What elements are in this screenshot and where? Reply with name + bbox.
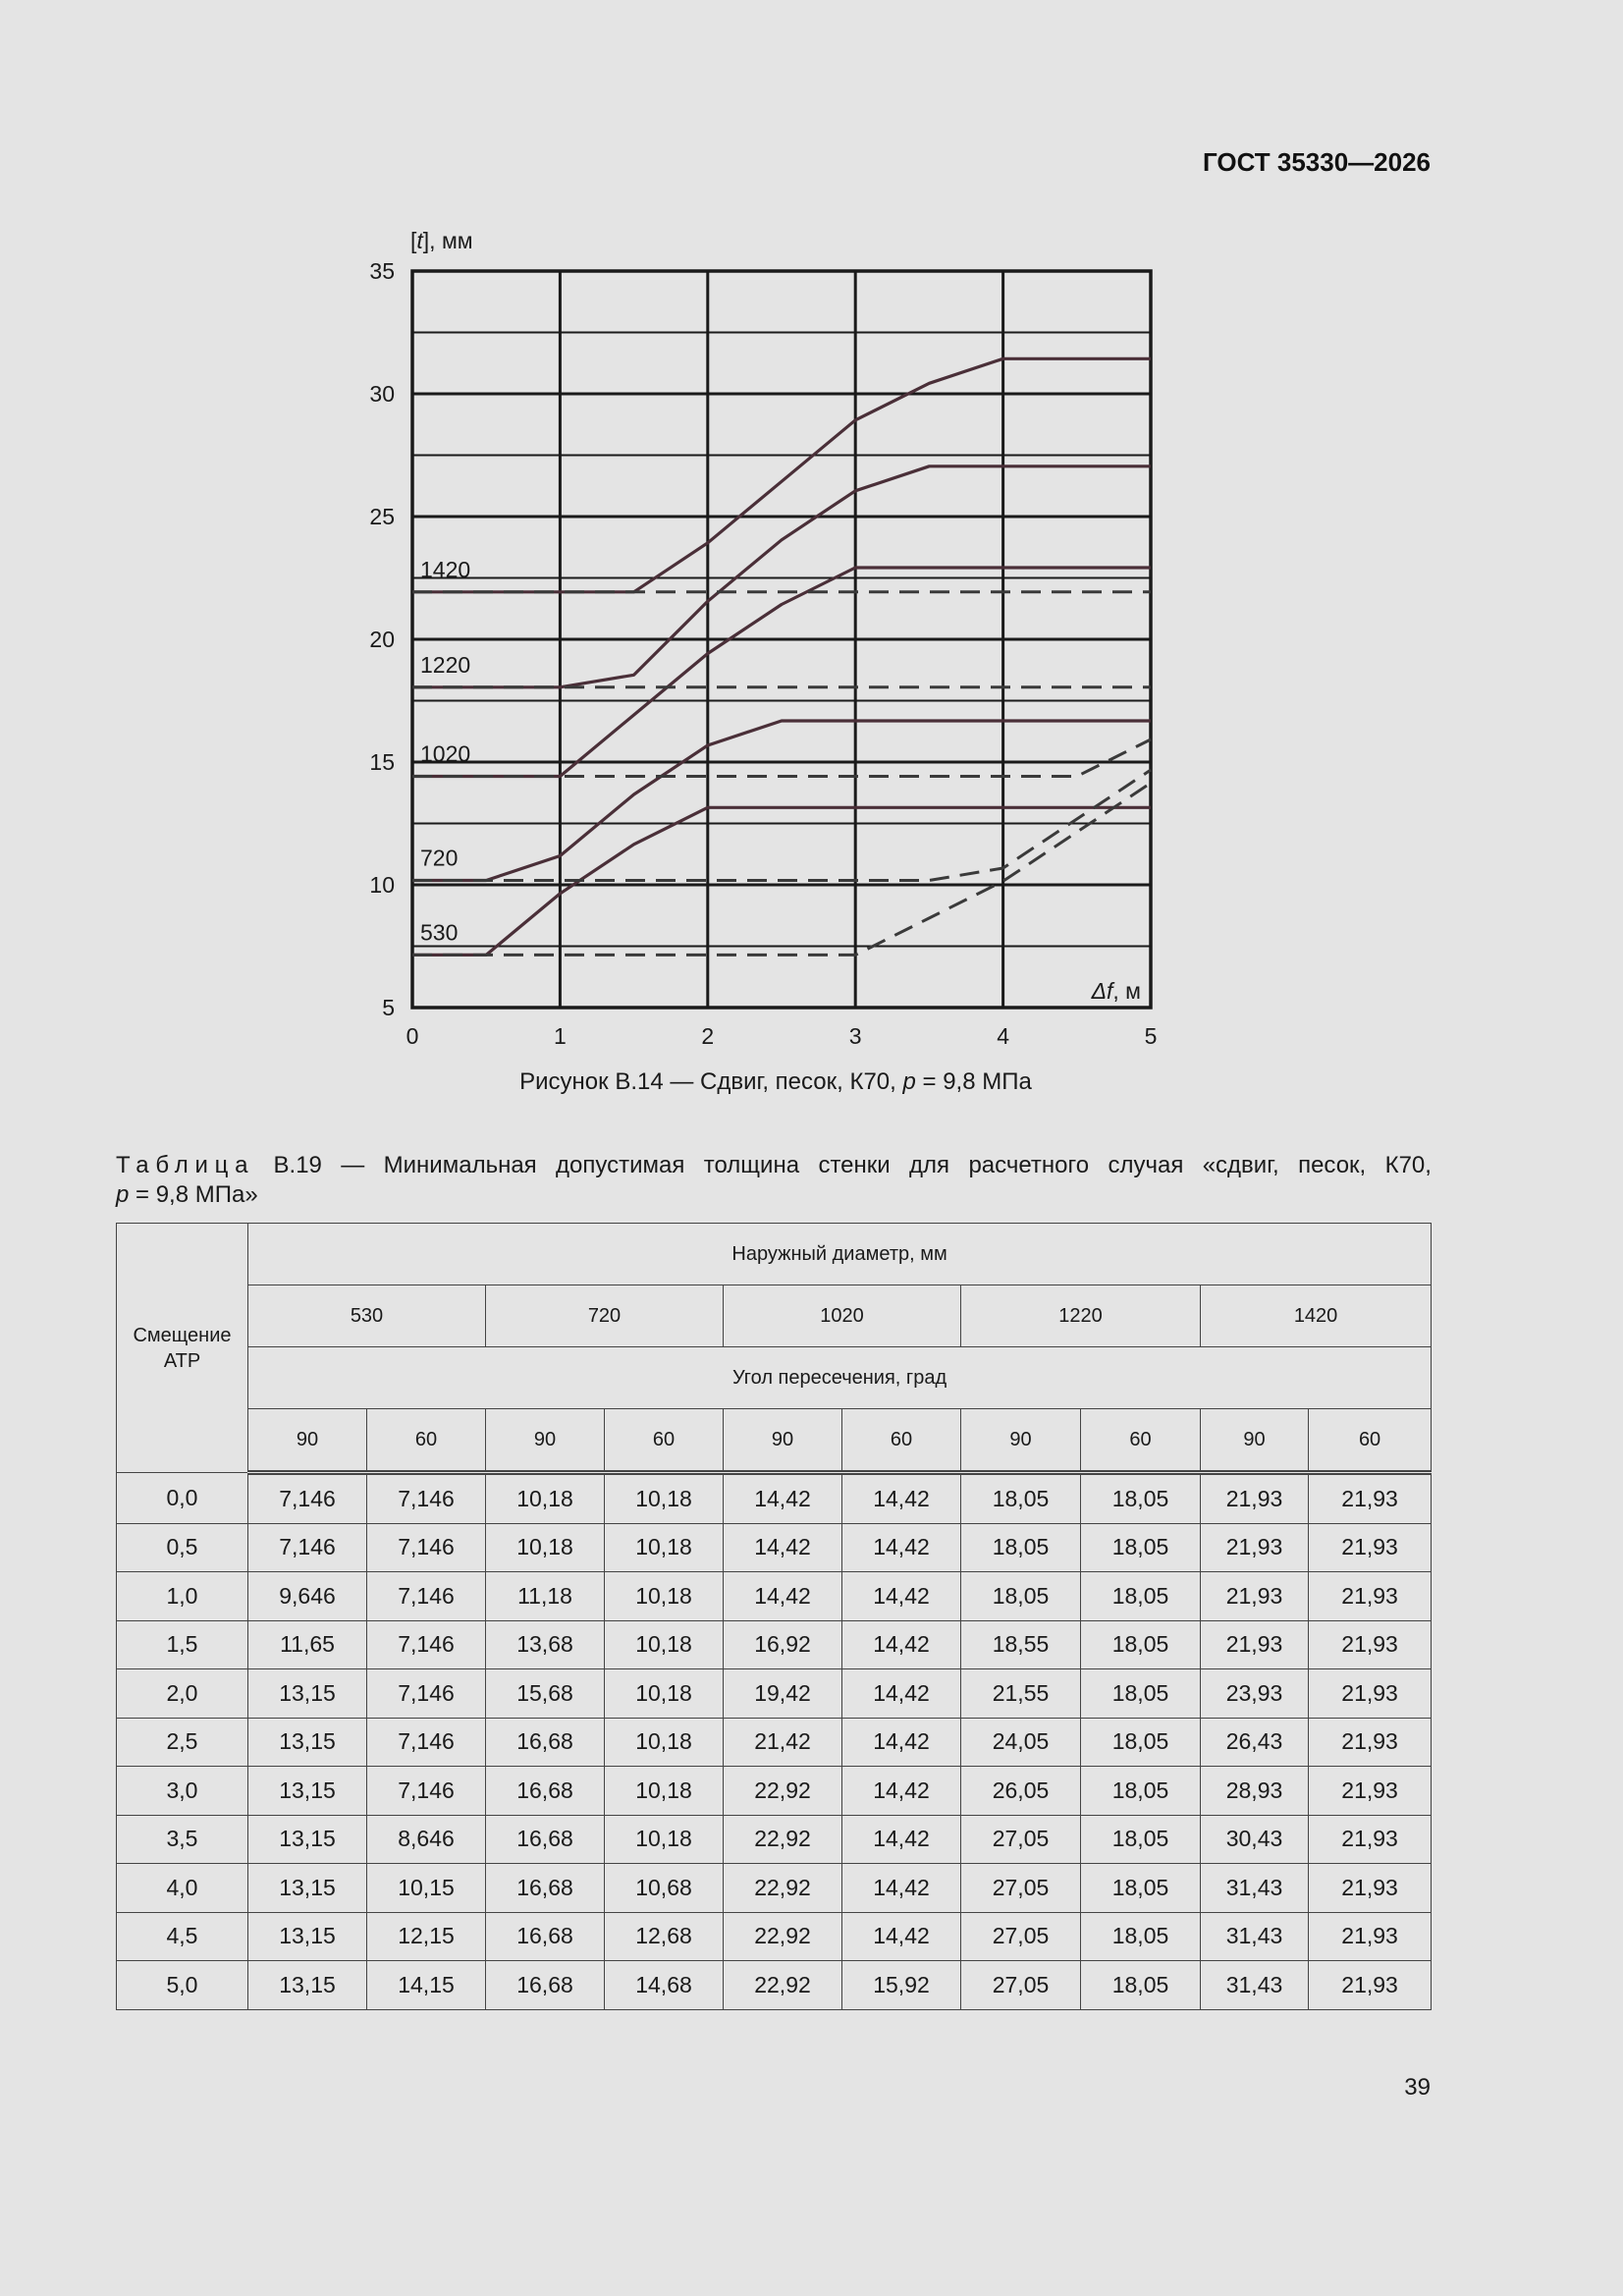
x-tick-label: 2: [701, 1023, 715, 1049]
thickness-cell: 13,15: [248, 1767, 367, 1816]
thickness-cell: 10,18: [605, 1572, 724, 1621]
table-row: [117, 1620, 1432, 1669]
table-caption-word: расчетного: [968, 1152, 1090, 1178]
wall-thickness-chart: [0, 0, 1623, 1061]
thickness-cell: 31,43: [1201, 1961, 1309, 2010]
thickness-cell: 22,92: [724, 1864, 842, 1913]
diameter-header-1420: 1420: [1201, 1285, 1432, 1347]
y-tick-label: 20: [369, 627, 395, 652]
thickness-cell: 21,93: [1309, 1912, 1432, 1961]
thickness-cell: 13,15: [248, 1669, 367, 1719]
thickness-cell: 10,18: [605, 1767, 724, 1816]
table-caption-label: Таблица: [116, 1152, 255, 1178]
thickness-cell: 10,18: [605, 1523, 724, 1572]
diameter-header-530: 530: [248, 1285, 486, 1347]
thickness-cell: 21,93: [1309, 1572, 1432, 1621]
thickness-cell: 23,93: [1201, 1669, 1309, 1719]
thickness-cell: 26,43: [1201, 1718, 1309, 1767]
table-row: [117, 1864, 1432, 1913]
thickness-cell: 12,68: [605, 1912, 724, 1961]
thickness-cell: 10,18: [605, 1718, 724, 1767]
thickness-cell: 21,93: [1309, 1669, 1432, 1719]
series-line-720-dashed: [412, 770, 1151, 881]
table-caption-word: —: [341, 1152, 365, 1178]
offset-cell: 0,0: [117, 1473, 248, 1524]
thickness-cell: 31,43: [1201, 1864, 1309, 1913]
thickness-cell: 21,93: [1309, 1473, 1432, 1524]
offset-cell: 1,0: [117, 1572, 248, 1621]
thickness-cell: 21,55: [961, 1669, 1081, 1719]
thickness-cell: 14,15: [367, 1961, 486, 2010]
thickness-cell: 10,18: [486, 1473, 605, 1524]
thickness-cell: 7,146: [367, 1523, 486, 1572]
thickness-cell: 21,93: [1309, 1718, 1432, 1767]
offset-cell: 3,5: [117, 1815, 248, 1864]
offset-cell: 3,0: [117, 1767, 248, 1816]
diameter-header-1020: 1020: [724, 1285, 961, 1347]
table-caption-word: для: [909, 1152, 950, 1178]
thickness-cell: 18,05: [1081, 1912, 1201, 1961]
curve-label-720: 720: [420, 845, 459, 871]
thickness-cell: 14,42: [842, 1912, 961, 1961]
thickness-cell: 14,42: [724, 1572, 842, 1621]
thickness-cell: 13,15: [248, 1718, 367, 1767]
table-row: [117, 1815, 1432, 1864]
y-tick-label: 30: [369, 381, 395, 407]
table-caption-word: стенки: [818, 1152, 891, 1178]
thickness-cell: 19,42: [724, 1669, 842, 1719]
thickness-cell: 8,646: [367, 1815, 486, 1864]
thickness-cell: 30,43: [1201, 1815, 1309, 1864]
thickness-cell: 10,15: [367, 1864, 486, 1913]
thickness-cell: 13,15: [248, 1961, 367, 2010]
offset-cell: 4,0: [117, 1864, 248, 1913]
thickness-cell: 7,146: [367, 1767, 486, 1816]
thickness-cell: 14,42: [724, 1523, 842, 1572]
thickness-cell: 10,68: [605, 1864, 724, 1913]
y-tick-label: 5: [382, 995, 395, 1020]
y-tick-label: 35: [369, 258, 395, 284]
thickness-cell: 14,68: [605, 1961, 724, 2010]
thickness-cell: 16,68: [486, 1864, 605, 1913]
offset-cell: 5,0: [117, 1961, 248, 2010]
thickness-cell: 7,146: [367, 1669, 486, 1719]
table-caption-word: случая: [1108, 1152, 1184, 1178]
thickness-cell: 21,93: [1309, 1815, 1432, 1864]
table-row: [117, 1473, 1432, 1524]
thickness-cell: 18,05: [1081, 1669, 1201, 1719]
thickness-cell: 14,42: [842, 1669, 961, 1719]
curve-label-1020: 1020: [420, 740, 471, 767]
table-row: [117, 1669, 1432, 1719]
thickness-cell: 22,92: [724, 1961, 842, 2010]
table-caption: [116, 1151, 1432, 1210]
thickness-cell: 21,93: [1201, 1620, 1309, 1669]
thickness-cell: 14,42: [842, 1815, 961, 1864]
table-caption-word: Минимальная: [383, 1152, 537, 1178]
offset-cell: 4,5: [117, 1912, 248, 1961]
thickness-cell: 16,68: [486, 1718, 605, 1767]
table-caption-word: толщина: [703, 1152, 800, 1178]
thickness-cell: 10,18: [605, 1620, 724, 1669]
thickness-cell: 22,92: [724, 1815, 842, 1864]
thickness-cell: 21,42: [724, 1718, 842, 1767]
thickness-cell: 7,146: [248, 1473, 367, 1524]
y-tick-label: 15: [369, 749, 395, 775]
thickness-cell: 12,15: [367, 1912, 486, 1961]
curve-label-530: 530: [420, 919, 459, 946]
row-header: Смещение АТР: [117, 1224, 248, 1473]
offset-cell: 2,5: [117, 1718, 248, 1767]
thickness-cell: 10,18: [486, 1523, 605, 1572]
thickness-cell: 18,55: [961, 1620, 1081, 1669]
thickness-cell: 7,146: [367, 1718, 486, 1767]
thickness-cell: 14,42: [842, 1523, 961, 1572]
thickness-cell: 18,05: [1081, 1961, 1201, 2010]
thickness-cell: 9,646: [248, 1572, 367, 1621]
table-row: [117, 1767, 1432, 1816]
thickness-cell: 18,05: [1081, 1523, 1201, 1572]
angle-header-cell: 60: [1309, 1409, 1432, 1473]
angle-header-cell: 90: [248, 1409, 367, 1473]
angle-header-cell: 60: [842, 1409, 961, 1473]
table-caption-word: допустимая: [556, 1152, 685, 1178]
thickness-cell: 15,68: [486, 1669, 605, 1719]
outer-diameter-header: Наружный диаметр, мм: [248, 1224, 1432, 1285]
thickness-cell: 13,15: [248, 1815, 367, 1864]
thickness-cell: 14,42: [842, 1620, 961, 1669]
x-axis-label: Δf, м: [1091, 978, 1141, 1004]
thickness-cell: 21,93: [1201, 1572, 1309, 1621]
table-caption-word: В.19: [273, 1152, 322, 1178]
thickness-cell: 18,05: [1081, 1473, 1201, 1524]
offset-cell: 0,5: [117, 1523, 248, 1572]
series-line-1020-solid: [412, 568, 1151, 777]
x-tick-label: 5: [1144, 1023, 1158, 1049]
table-caption-word: К70,: [1384, 1152, 1432, 1178]
offset-cell: 2,0: [117, 1669, 248, 1719]
thickness-cell: 21,93: [1201, 1473, 1309, 1524]
y-tick-label: 25: [369, 504, 395, 529]
table-row: [117, 1523, 1432, 1572]
thickness-cell: 21,93: [1309, 1961, 1432, 2010]
table-row: [117, 1912, 1432, 1961]
thickness-cell: 27,05: [961, 1961, 1081, 2010]
thickness-cell: 16,92: [724, 1620, 842, 1669]
table-row: [117, 1718, 1432, 1767]
thickness-cell: 18,05: [961, 1572, 1081, 1621]
thickness-cell: 14,42: [842, 1864, 961, 1913]
thickness-cell: 18,05: [1081, 1864, 1201, 1913]
thickness-cell: 18,05: [1081, 1718, 1201, 1767]
thickness-cell: 21,93: [1309, 1523, 1432, 1572]
angle-header-cell: 60: [1081, 1409, 1201, 1473]
thickness-cell: 15,92: [842, 1961, 961, 2010]
thickness-cell: 18,05: [1081, 1572, 1201, 1621]
thickness-cell: 13,68: [486, 1620, 605, 1669]
thickness-cell: 14,42: [842, 1718, 961, 1767]
thickness-cell: 7,146: [367, 1572, 486, 1621]
angle-header-cell: 90: [1201, 1409, 1309, 1473]
thickness-cell: 18,05: [961, 1473, 1081, 1524]
y-tick-label: 10: [369, 872, 395, 898]
angle-header-cell: 90: [724, 1409, 842, 1473]
thickness-cell: 31,43: [1201, 1912, 1309, 1961]
thickness-cell: 7,146: [248, 1523, 367, 1572]
angle-header-cell: 60: [605, 1409, 724, 1473]
x-tick-label: 1: [554, 1023, 567, 1049]
curve-label-1420: 1420: [420, 556, 471, 582]
x-tick-label: 4: [997, 1023, 1009, 1049]
table-caption-line2: p = 9,8 МПа»: [116, 1181, 258, 1208]
thickness-cell: 18,05: [961, 1523, 1081, 1572]
diameter-header-720: 720: [486, 1285, 724, 1347]
series-line-1220-solid: [412, 466, 1151, 687]
angle-header-cell: 90: [961, 1409, 1081, 1473]
thickness-cell: 18,05: [1081, 1815, 1201, 1864]
thickness-cell: 22,92: [724, 1912, 842, 1961]
thickness-cell: 16,68: [486, 1767, 605, 1816]
thickness-cell: 7,146: [367, 1473, 486, 1524]
thickness-cell: 21,93: [1309, 1767, 1432, 1816]
table-caption-word: песок,: [1298, 1152, 1367, 1178]
thickness-cell: 18,05: [1081, 1620, 1201, 1669]
thickness-cell: 21,93: [1201, 1523, 1309, 1572]
offset-cell: 1,5: [117, 1620, 248, 1669]
y-axis-label: [t], мм: [410, 228, 473, 253]
thickness-cell: 26,05: [961, 1767, 1081, 1816]
thickness-cell: 14,42: [842, 1767, 961, 1816]
thickness-cell: 27,05: [961, 1912, 1081, 1961]
thickness-cell: 21,93: [1309, 1864, 1432, 1913]
thickness-cell: 14,42: [724, 1473, 842, 1524]
thickness-cell: 11,65: [248, 1620, 367, 1669]
angle-header-cell: 90: [486, 1409, 605, 1473]
thickness-cell: 11,18: [486, 1572, 605, 1621]
x-tick-label: 0: [406, 1023, 419, 1049]
thickness-cell: 16,68: [486, 1961, 605, 2010]
thickness-cell: 13,15: [248, 1864, 367, 1913]
thickness-cell: 14,42: [842, 1473, 961, 1524]
diameter-header-1220: 1220: [961, 1285, 1201, 1347]
series-line-1020-dashed: [412, 739, 1151, 777]
curve-label-1220: 1220: [420, 651, 471, 678]
thickness-cell: 10,18: [605, 1473, 724, 1524]
figure-caption: Рисунок В.14 — Сдвиг, песок, К70, p = 9,8 МПа: [519, 1068, 1032, 1095]
thickness-cell: 28,93: [1201, 1767, 1309, 1816]
thickness-cell: 22,92: [724, 1767, 842, 1816]
thickness-cell: 14,42: [842, 1572, 961, 1621]
angle-header: Угол пересечения, град: [248, 1347, 1432, 1409]
thickness-cell: 27,05: [961, 1815, 1081, 1864]
table-row: [117, 1572, 1432, 1621]
thickness-cell: 7,146: [367, 1620, 486, 1669]
thickness-cell: 21,93: [1309, 1620, 1432, 1669]
thickness-cell: 10,18: [605, 1669, 724, 1719]
thickness-table: [116, 1223, 1432, 2010]
thickness-cell: 24,05: [961, 1718, 1081, 1767]
thickness-cell: 16,68: [486, 1815, 605, 1864]
document-code: ГОСТ 35330—2026: [1203, 147, 1431, 177]
angle-header-cell: 60: [367, 1409, 486, 1473]
thickness-cell: 27,05: [961, 1864, 1081, 1913]
thickness-cell: 10,18: [605, 1815, 724, 1864]
x-tick-label: 3: [848, 1023, 862, 1049]
thickness-cell: 13,15: [248, 1912, 367, 1961]
thickness-cell: 16,68: [486, 1912, 605, 1961]
page-number: 39: [1404, 2074, 1431, 2101]
table-caption-word: «сдвиг,: [1202, 1152, 1279, 1178]
thickness-cell: 18,05: [1081, 1767, 1201, 1816]
table-row: [117, 1961, 1432, 2010]
